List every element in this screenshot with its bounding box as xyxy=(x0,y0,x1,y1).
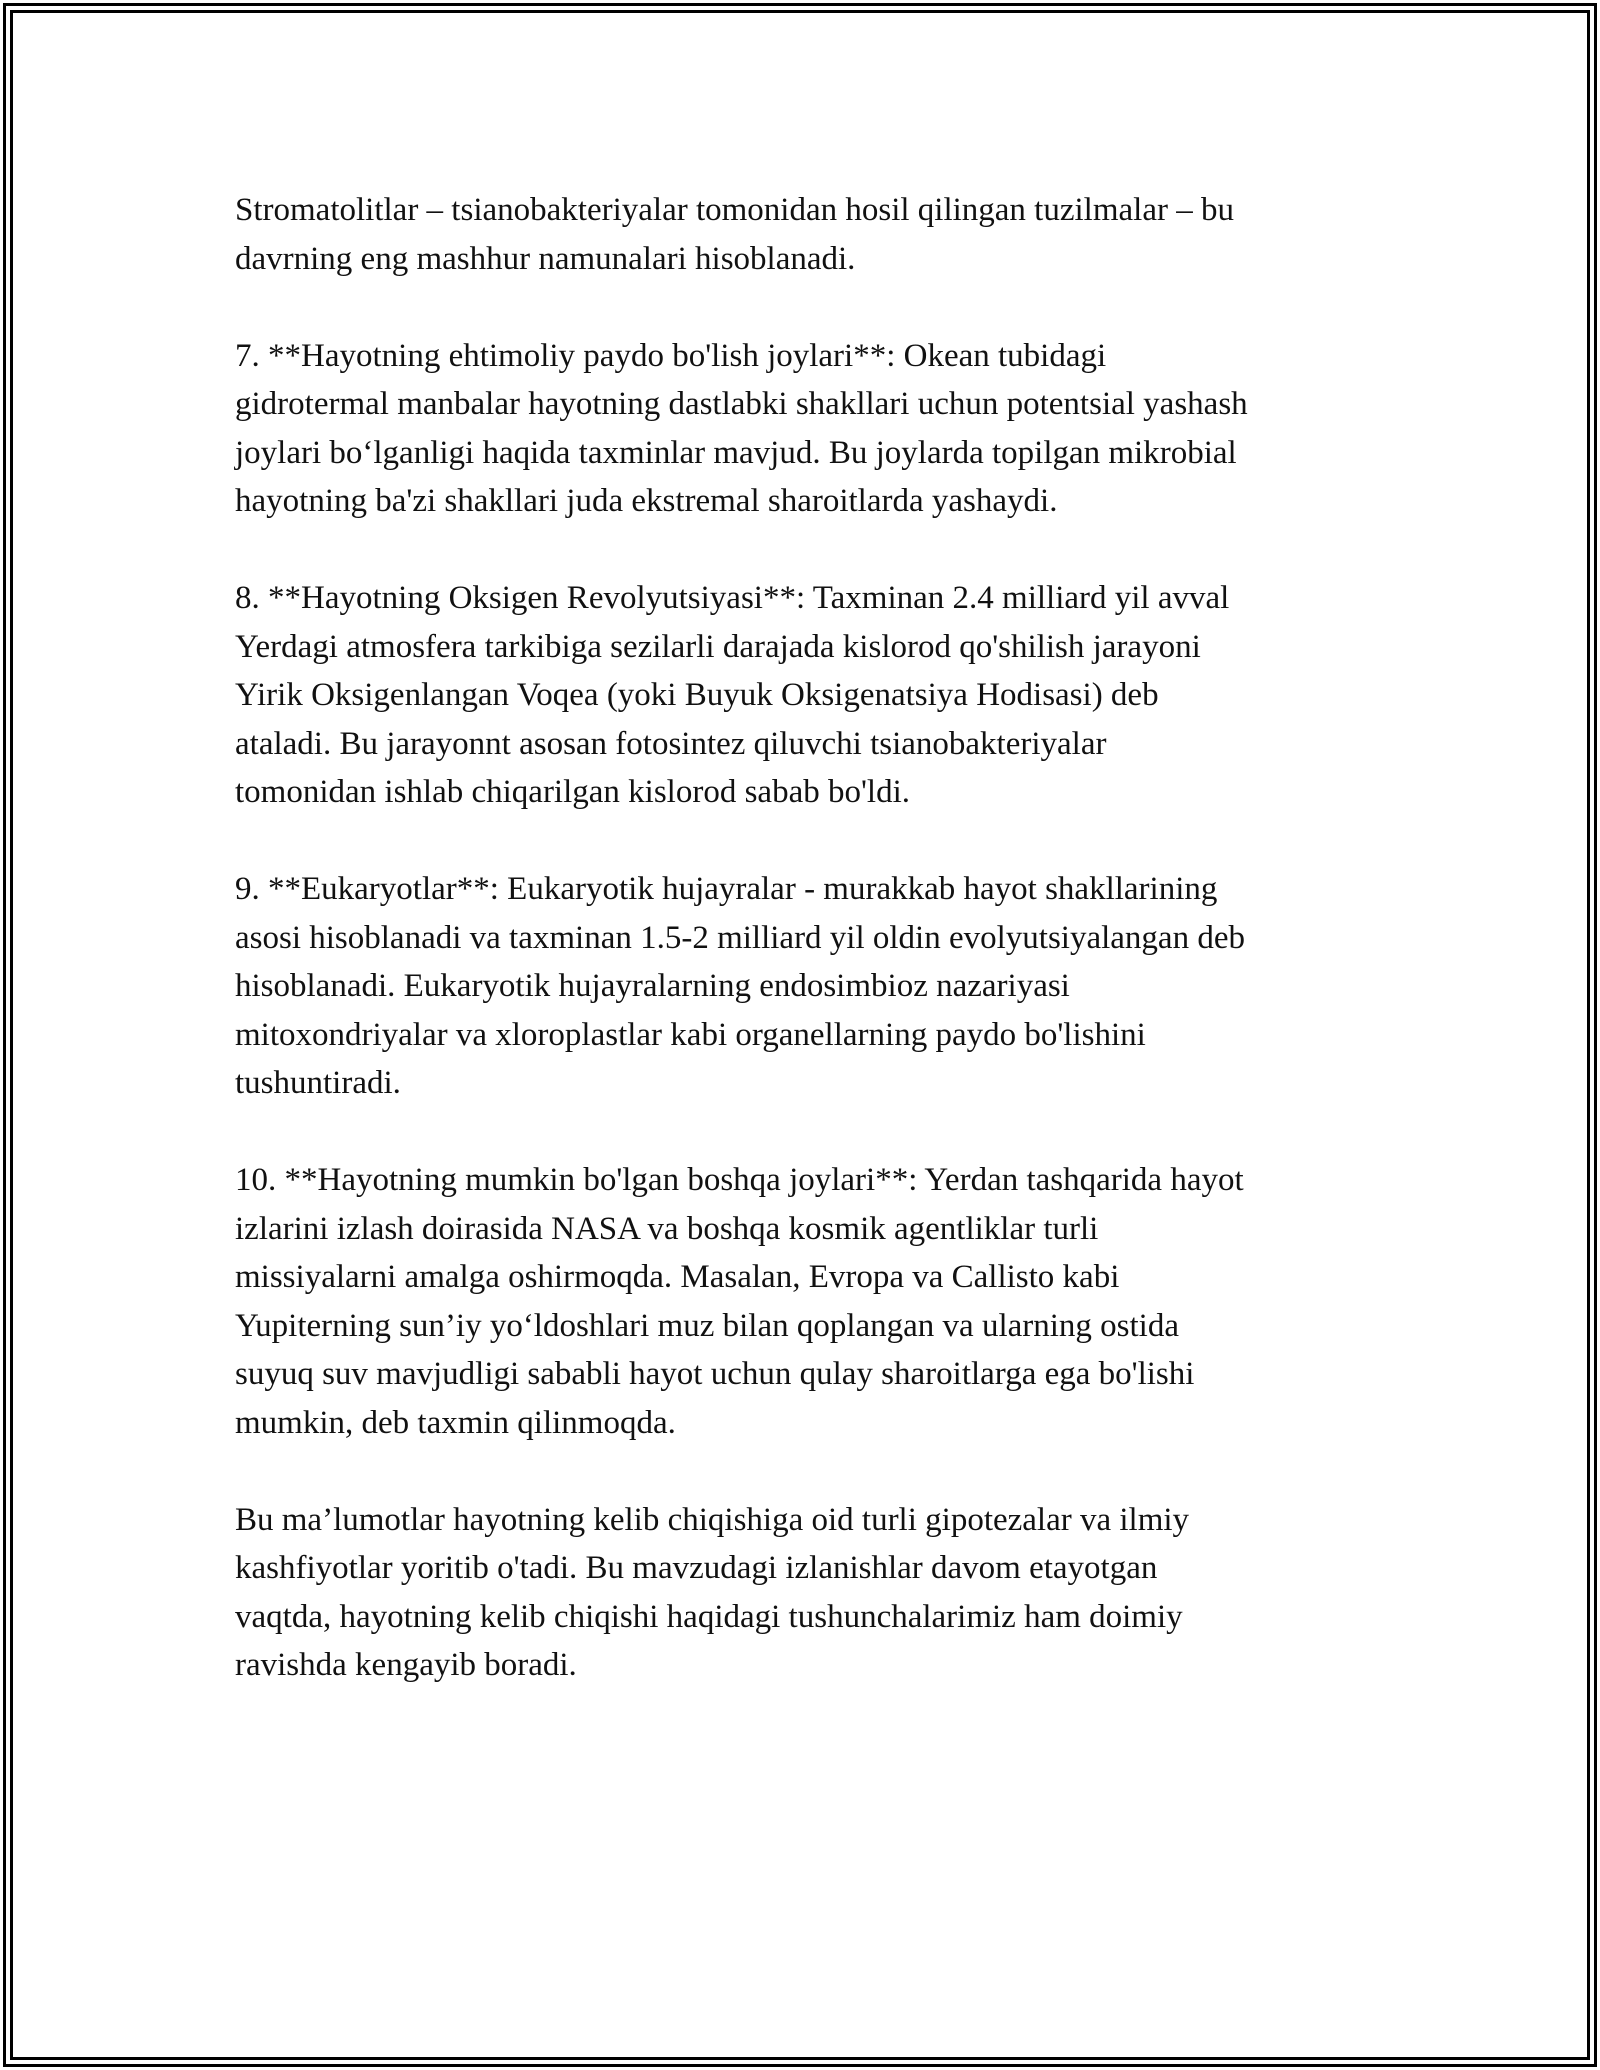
text-line: mitoxondriyalar va xloroplastlar kabi organellarning paydo bo'lishini xyxy=(235,1016,1146,1053)
text-line: gidrotermal manbalar hayotning dastlabki shakllari uchun potentsial yashash xyxy=(235,386,1248,422)
paragraph-conclusion xyxy=(235,1496,1385,1690)
paragraph-item-10 xyxy=(235,1156,1385,1447)
text-line: hayotning ba'zi shakllari juda ekstremal sharoitlarda yashaydi. xyxy=(235,483,1058,519)
text-line: 9. **Eukaryotlar**: Eukaryotik hujayralar - murakkab hayot shakllarining xyxy=(235,871,1218,907)
text-line: 8. **Hayotning Oksigen Revolyutsiyasi**: Taxminan 2.4 milliard yil avval xyxy=(235,580,1230,616)
text-line: Yupiterning sun’iy yo‘ldoshlari muz bilan qoplangan va ularning ostida xyxy=(235,1307,1179,1344)
paragraph-item-9 xyxy=(235,865,1385,1108)
text-line: kashfiyotlar yoritib o'tadi. Bu mavzudagi izlanishlar davom etayotgan xyxy=(235,1550,1158,1586)
text-line: 7. **Hayotning ehtimoliy paydo bo'lish joylari**: Okean tubidagi xyxy=(235,337,1107,374)
text-line: Stromatolitlar – tsianobakteriyalar tomonidan hosil qilingan tuzilmalar – bu xyxy=(235,192,1234,228)
text-line: asosi hisoblanadi va taxminan 1.5-2 milliard yil oldin evolyutsiyalangan deb xyxy=(235,919,1245,956)
text-line: Yirik Oksigenlangan Voqea (yoki Buyuk Oksigenatsiya Hodisasi) deb xyxy=(235,677,1159,713)
paragraph-item-7 xyxy=(235,332,1385,526)
text-line: tomonidan ishlab chiqarilgan kislorod sabab bo'ldi. xyxy=(235,774,911,810)
paragraph-item-8 xyxy=(235,574,1385,817)
text-line: missiyalarni amalga oshirmoqda. Masalan, Evropa va Callisto kabi xyxy=(235,1259,1120,1295)
text-line: 10. **Hayotning mumkin bo'lgan boshqa joylari**: Yerdan tashqarida hayot xyxy=(235,1162,1244,1198)
text-line: hisoblanadi. Eukaryotik hujayralarning endosimbioz nazariyasi xyxy=(235,968,1070,1004)
text-line: vaqtda, hayotning kelib chiqishi haqidagi tushunchalarimiz ham doimiy xyxy=(235,1598,1183,1635)
text-line: suyuq suv mavjudligi sababli hayot uchun qulay sharoitlarga ega bo'lishi xyxy=(235,1356,1195,1392)
text-line: Yerdagi atmosfera tarkibiga sezilarli darajada kislorod qo'shilish jarayoni xyxy=(235,628,1201,665)
text-line: mumkin, deb taxmin qilinmoqda. xyxy=(235,1404,676,1441)
document-body xyxy=(235,186,1385,1690)
text-line: izlarini izlash doirasida NASA va boshqa kosmik agentliklar turli xyxy=(235,1210,1099,1247)
text-line: ataladi. Bu jarayonnt asosan fotosintez qiluvchi tsianobakteriyalar xyxy=(235,725,1107,762)
text-line: ravishda kengayib boradi. xyxy=(235,1647,577,1683)
text-line: davrning eng mashhur namunalari hisoblanadi. xyxy=(235,240,856,277)
text-line: Bu ma’lumotlar hayotning kelib chiqishiga oid turli gipotezalar va ilmiy xyxy=(235,1501,1190,1538)
text-line: joylari bo‘lganligi haqida taxminlar mavjud. Bu joylarda topilgan mikrobial xyxy=(235,434,1237,471)
paragraph-stromatolites xyxy=(235,186,1385,283)
text-line: tushuntiradi. xyxy=(235,1065,401,1101)
